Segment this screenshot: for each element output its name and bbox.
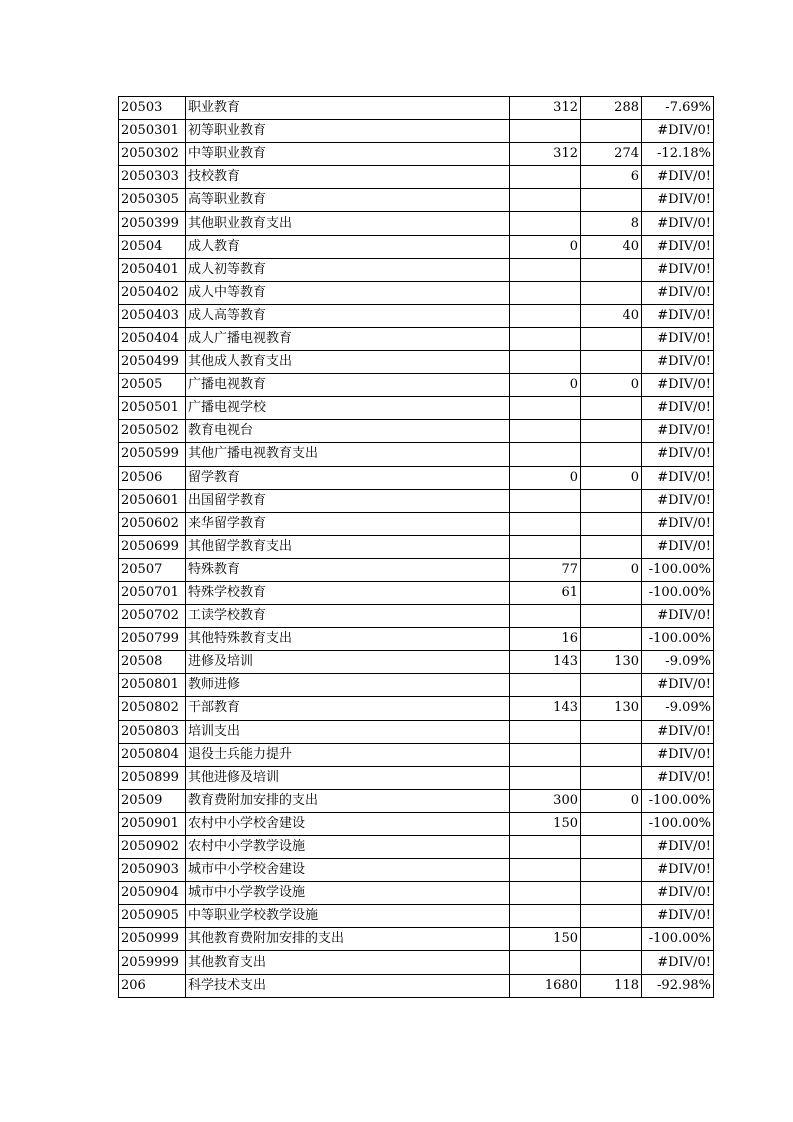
current-year-value-cell bbox=[581, 836, 642, 859]
account-code-cell: 2050399 bbox=[119, 212, 186, 235]
prior-year-value-cell bbox=[510, 836, 581, 859]
change-percent-cell: #DIV/0! bbox=[642, 466, 714, 489]
account-name-cell: 教育费附加安排的支出 bbox=[186, 789, 510, 812]
current-year-value-cell bbox=[581, 882, 642, 905]
table-row bbox=[119, 928, 714, 951]
table-row bbox=[119, 443, 714, 466]
table-row bbox=[119, 535, 714, 558]
account-code-cell: 2050301 bbox=[119, 120, 186, 143]
table-row bbox=[119, 420, 714, 443]
prior-year-value-cell: 1680 bbox=[510, 974, 581, 997]
current-year-value-cell bbox=[581, 766, 642, 789]
table-row bbox=[119, 304, 714, 327]
table-row bbox=[119, 281, 714, 304]
change-percent-cell: #DIV/0! bbox=[642, 905, 714, 928]
current-year-value-cell bbox=[581, 512, 642, 535]
table-row bbox=[119, 882, 714, 905]
account-code-cell: 2050903 bbox=[119, 859, 186, 882]
table-row bbox=[119, 489, 714, 512]
account-name-cell: 广播电视学校 bbox=[186, 397, 510, 420]
change-percent-cell: #DIV/0! bbox=[642, 420, 714, 443]
account-name-cell: 成人广播电视教育 bbox=[186, 327, 510, 350]
table-row bbox=[119, 789, 714, 812]
current-year-value-cell: 40 bbox=[581, 235, 642, 258]
account-name-cell: 其他留学教育支出 bbox=[186, 535, 510, 558]
table-row bbox=[119, 651, 714, 674]
account-code-cell: 20503 bbox=[119, 97, 186, 120]
prior-year-value-cell bbox=[510, 420, 581, 443]
account-name-cell: 其他特殊教育支出 bbox=[186, 628, 510, 651]
account-name-cell: 广播电视教育 bbox=[186, 374, 510, 397]
account-name-cell: 中等职业学校教学设施 bbox=[186, 905, 510, 928]
current-year-value-cell: 130 bbox=[581, 697, 642, 720]
account-code-cell: 2050601 bbox=[119, 489, 186, 512]
change-percent-cell: #DIV/0! bbox=[642, 374, 714, 397]
account-code-cell: 2059999 bbox=[119, 951, 186, 974]
change-percent-cell: #DIV/0! bbox=[642, 327, 714, 350]
change-percent-cell: #DIV/0! bbox=[642, 189, 714, 212]
change-percent-cell: -9.09% bbox=[642, 697, 714, 720]
prior-year-value-cell: 150 bbox=[510, 928, 581, 951]
account-code-cell: 2050801 bbox=[119, 674, 186, 697]
table-row bbox=[119, 374, 714, 397]
change-percent-cell: -7.69% bbox=[642, 97, 714, 120]
account-code-cell: 2050804 bbox=[119, 743, 186, 766]
prior-year-value-cell: 77 bbox=[510, 558, 581, 581]
change-percent-cell: #DIV/0! bbox=[642, 489, 714, 512]
table-row bbox=[119, 120, 714, 143]
current-year-value-cell: 0 bbox=[581, 466, 642, 489]
prior-year-value-cell bbox=[510, 212, 581, 235]
account-code-cell: 2050404 bbox=[119, 327, 186, 350]
account-name-cell: 成人初等教育 bbox=[186, 258, 510, 281]
prior-year-value-cell bbox=[510, 443, 581, 466]
change-percent-cell: -100.00% bbox=[642, 581, 714, 604]
current-year-value-cell bbox=[581, 628, 642, 651]
current-year-value-cell bbox=[581, 420, 642, 443]
change-percent-cell: -100.00% bbox=[642, 812, 714, 835]
table-row bbox=[119, 166, 714, 189]
account-code-cell: 2050701 bbox=[119, 581, 186, 604]
account-name-cell: 特殊教育 bbox=[186, 558, 510, 581]
prior-year-value-cell bbox=[510, 258, 581, 281]
account-code-cell: 20509 bbox=[119, 789, 186, 812]
prior-year-value-cell: 16 bbox=[510, 628, 581, 651]
account-code-cell: 2050302 bbox=[119, 143, 186, 166]
change-percent-cell: -12.18% bbox=[642, 143, 714, 166]
account-name-cell: 干部教育 bbox=[186, 697, 510, 720]
account-code-cell: 2050905 bbox=[119, 905, 186, 928]
change-percent-cell: #DIV/0! bbox=[642, 304, 714, 327]
table-row bbox=[119, 628, 714, 651]
table-row bbox=[119, 812, 714, 835]
account-name-cell: 其他教育支出 bbox=[186, 951, 510, 974]
account-code-cell: 2050901 bbox=[119, 812, 186, 835]
account-name-cell: 其他成人教育支出 bbox=[186, 351, 510, 374]
prior-year-value-cell bbox=[510, 766, 581, 789]
change-percent-cell: #DIV/0! bbox=[642, 212, 714, 235]
account-code-cell: 2050402 bbox=[119, 281, 186, 304]
current-year-value-cell bbox=[581, 258, 642, 281]
account-name-cell: 城市中小学教学设施 bbox=[186, 882, 510, 905]
table-row bbox=[119, 581, 714, 604]
account-code-cell: 2050799 bbox=[119, 628, 186, 651]
account-code-cell: 2050502 bbox=[119, 420, 186, 443]
table-row bbox=[119, 674, 714, 697]
account-code-cell: 2050802 bbox=[119, 697, 186, 720]
account-code-cell: 2050599 bbox=[119, 443, 186, 466]
account-code-cell: 20504 bbox=[119, 235, 186, 258]
table-row bbox=[119, 212, 714, 235]
change-percent-cell: #DIV/0! bbox=[642, 951, 714, 974]
account-code-cell: 2050699 bbox=[119, 535, 186, 558]
prior-year-value-cell bbox=[510, 674, 581, 697]
change-percent-cell: #DIV/0! bbox=[642, 720, 714, 743]
current-year-value-cell bbox=[581, 351, 642, 374]
prior-year-value-cell bbox=[510, 535, 581, 558]
account-name-cell: 城市中小学校舍建设 bbox=[186, 859, 510, 882]
account-code-cell: 2050999 bbox=[119, 928, 186, 951]
change-percent-cell: -100.00% bbox=[642, 789, 714, 812]
current-year-value-cell bbox=[581, 605, 642, 628]
account-name-cell: 特殊学校教育 bbox=[186, 581, 510, 604]
table-row bbox=[119, 974, 714, 997]
current-year-value-cell: 0 bbox=[581, 789, 642, 812]
table-row bbox=[119, 235, 714, 258]
current-year-value-cell bbox=[581, 397, 642, 420]
account-name-cell: 来华留学教育 bbox=[186, 512, 510, 535]
current-year-value-cell bbox=[581, 928, 642, 951]
table-row bbox=[119, 720, 714, 743]
account-code-cell: 206 bbox=[119, 974, 186, 997]
budget-table-body bbox=[119, 97, 714, 998]
account-name-cell: 其他进修及培训 bbox=[186, 766, 510, 789]
account-code-cell: 2050305 bbox=[119, 189, 186, 212]
prior-year-value-cell bbox=[510, 166, 581, 189]
account-code-cell: 2050902 bbox=[119, 836, 186, 859]
account-name-cell: 进修及培训 bbox=[186, 651, 510, 674]
account-name-cell: 中等职业教育 bbox=[186, 143, 510, 166]
prior-year-value-cell: 300 bbox=[510, 789, 581, 812]
account-code-cell: 2050899 bbox=[119, 766, 186, 789]
change-percent-cell: #DIV/0! bbox=[642, 605, 714, 628]
prior-year-value-cell: 0 bbox=[510, 466, 581, 489]
table-row bbox=[119, 905, 714, 928]
table-row bbox=[119, 189, 714, 212]
change-percent-cell: #DIV/0! bbox=[642, 281, 714, 304]
table-row bbox=[119, 605, 714, 628]
prior-year-value-cell bbox=[510, 351, 581, 374]
account-name-cell: 农村中小学校舍建设 bbox=[186, 812, 510, 835]
table-row bbox=[119, 512, 714, 535]
change-percent-cell: -100.00% bbox=[642, 628, 714, 651]
change-percent-cell: #DIV/0! bbox=[642, 258, 714, 281]
account-name-cell: 科学技术支出 bbox=[186, 974, 510, 997]
change-percent-cell: -100.00% bbox=[642, 928, 714, 951]
account-name-cell: 退役士兵能力提升 bbox=[186, 743, 510, 766]
current-year-value-cell: 288 bbox=[581, 97, 642, 120]
account-name-cell: 成人中等教育 bbox=[186, 281, 510, 304]
table-row bbox=[119, 397, 714, 420]
account-name-cell: 成人高等教育 bbox=[186, 304, 510, 327]
account-name-cell: 出国留学教育 bbox=[186, 489, 510, 512]
prior-year-value-cell bbox=[510, 327, 581, 350]
prior-year-value-cell: 312 bbox=[510, 143, 581, 166]
table-row bbox=[119, 836, 714, 859]
current-year-value-cell: 6 bbox=[581, 166, 642, 189]
current-year-value-cell: 118 bbox=[581, 974, 642, 997]
current-year-value-cell bbox=[581, 905, 642, 928]
prior-year-value-cell: 61 bbox=[510, 581, 581, 604]
prior-year-value-cell bbox=[510, 882, 581, 905]
account-name-cell: 其他职业教育支出 bbox=[186, 212, 510, 235]
current-year-value-cell: 130 bbox=[581, 651, 642, 674]
prior-year-value-cell: 143 bbox=[510, 697, 581, 720]
account-name-cell: 教师进修 bbox=[186, 674, 510, 697]
table-row bbox=[119, 327, 714, 350]
table-row bbox=[119, 558, 714, 581]
account-name-cell: 技校教育 bbox=[186, 166, 510, 189]
current-year-value-cell: 0 bbox=[581, 374, 642, 397]
change-percent-cell: #DIV/0! bbox=[642, 674, 714, 697]
table-row bbox=[119, 97, 714, 120]
change-percent-cell: #DIV/0! bbox=[642, 397, 714, 420]
prior-year-value-cell bbox=[510, 512, 581, 535]
current-year-value-cell: 0 bbox=[581, 558, 642, 581]
prior-year-value-cell bbox=[510, 489, 581, 512]
prior-year-value-cell: 312 bbox=[510, 97, 581, 120]
current-year-value-cell bbox=[581, 674, 642, 697]
table-row bbox=[119, 258, 714, 281]
account-name-cell: 农村中小学教学设施 bbox=[186, 836, 510, 859]
account-code-cell: 2050501 bbox=[119, 397, 186, 420]
current-year-value-cell bbox=[581, 489, 642, 512]
prior-year-value-cell bbox=[510, 189, 581, 212]
current-year-value-cell bbox=[581, 535, 642, 558]
table-row bbox=[119, 466, 714, 489]
account-code-cell: 20506 bbox=[119, 466, 186, 489]
account-code-cell: 2050401 bbox=[119, 258, 186, 281]
account-name-cell: 其他广播电视教育支出 bbox=[186, 443, 510, 466]
change-percent-cell: -9.09% bbox=[642, 651, 714, 674]
current-year-value-cell: 8 bbox=[581, 212, 642, 235]
prior-year-value-cell bbox=[510, 951, 581, 974]
current-year-value-cell bbox=[581, 281, 642, 304]
account-code-cell: 20507 bbox=[119, 558, 186, 581]
change-percent-cell: #DIV/0! bbox=[642, 120, 714, 143]
table-row bbox=[119, 697, 714, 720]
account-name-cell: 职业教育 bbox=[186, 97, 510, 120]
change-percent-cell: #DIV/0! bbox=[642, 351, 714, 374]
current-year-value-cell: 40 bbox=[581, 304, 642, 327]
account-code-cell: 2050403 bbox=[119, 304, 186, 327]
prior-year-value-cell bbox=[510, 605, 581, 628]
change-percent-cell: #DIV/0! bbox=[642, 836, 714, 859]
current-year-value-cell bbox=[581, 812, 642, 835]
change-percent-cell: #DIV/0! bbox=[642, 166, 714, 189]
current-year-value-cell bbox=[581, 859, 642, 882]
change-percent-cell: #DIV/0! bbox=[642, 512, 714, 535]
current-year-value-cell bbox=[581, 581, 642, 604]
prior-year-value-cell: 150 bbox=[510, 812, 581, 835]
account-code-cell: 2050303 bbox=[119, 166, 186, 189]
table-row bbox=[119, 766, 714, 789]
table-row bbox=[119, 859, 714, 882]
current-year-value-cell bbox=[581, 120, 642, 143]
account-name-cell: 成人教育 bbox=[186, 235, 510, 258]
account-code-cell: 20505 bbox=[119, 374, 186, 397]
table-row bbox=[119, 743, 714, 766]
current-year-value-cell bbox=[581, 743, 642, 766]
change-percent-cell: #DIV/0! bbox=[642, 443, 714, 466]
prior-year-value-cell bbox=[510, 720, 581, 743]
account-name-cell: 留学教育 bbox=[186, 466, 510, 489]
change-percent-cell: #DIV/0! bbox=[642, 882, 714, 905]
prior-year-value-cell: 0 bbox=[510, 235, 581, 258]
account-name-cell: 工读学校教育 bbox=[186, 605, 510, 628]
change-percent-cell: #DIV/0! bbox=[642, 743, 714, 766]
account-name-cell: 培训支出 bbox=[186, 720, 510, 743]
budget-table bbox=[118, 96, 714, 998]
account-code-cell: 2050499 bbox=[119, 351, 186, 374]
current-year-value-cell bbox=[581, 720, 642, 743]
account-name-cell: 教育电视台 bbox=[186, 420, 510, 443]
prior-year-value-cell bbox=[510, 905, 581, 928]
prior-year-value-cell: 143 bbox=[510, 651, 581, 674]
account-code-cell: 2050904 bbox=[119, 882, 186, 905]
table-row bbox=[119, 351, 714, 374]
prior-year-value-cell bbox=[510, 859, 581, 882]
current-year-value-cell: 274 bbox=[581, 143, 642, 166]
current-year-value-cell bbox=[581, 189, 642, 212]
prior-year-value-cell bbox=[510, 397, 581, 420]
prior-year-value-cell bbox=[510, 304, 581, 327]
current-year-value-cell bbox=[581, 327, 642, 350]
account-code-cell: 2050702 bbox=[119, 605, 186, 628]
prior-year-value-cell bbox=[510, 120, 581, 143]
account-code-cell: 2050803 bbox=[119, 720, 186, 743]
change-percent-cell: #DIV/0! bbox=[642, 766, 714, 789]
account-code-cell: 20508 bbox=[119, 651, 186, 674]
change-percent-cell: #DIV/0! bbox=[642, 535, 714, 558]
table-row bbox=[119, 143, 714, 166]
prior-year-value-cell: 0 bbox=[510, 374, 581, 397]
prior-year-value-cell bbox=[510, 281, 581, 304]
change-percent-cell: -100.00% bbox=[642, 558, 714, 581]
current-year-value-cell bbox=[581, 443, 642, 466]
change-percent-cell: -92.98% bbox=[642, 974, 714, 997]
change-percent-cell: #DIV/0! bbox=[642, 859, 714, 882]
account-name-cell: 高等职业教育 bbox=[186, 189, 510, 212]
current-year-value-cell bbox=[581, 951, 642, 974]
table-row bbox=[119, 951, 714, 974]
change-percent-cell: #DIV/0! bbox=[642, 235, 714, 258]
account-name-cell: 其他教育费附加安排的支出 bbox=[186, 928, 510, 951]
account-code-cell: 2050602 bbox=[119, 512, 186, 535]
account-name-cell: 初等职业教育 bbox=[186, 120, 510, 143]
prior-year-value-cell bbox=[510, 743, 581, 766]
